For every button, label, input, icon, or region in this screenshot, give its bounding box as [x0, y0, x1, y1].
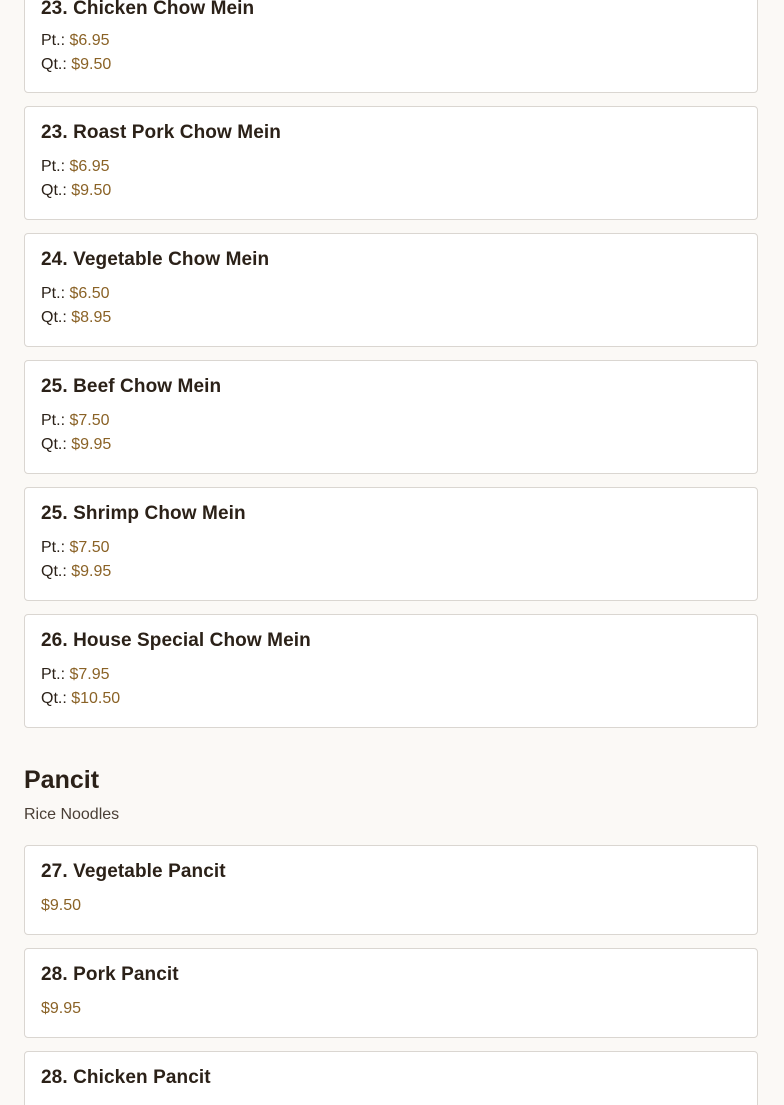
menu-item-name: 23. Chicken Chow Mein — [41, 0, 255, 19]
menu-item-card[interactable] — [24, 106, 758, 220]
quart-price: $9.95 — [71, 563, 112, 580]
menu-item-card[interactable] — [24, 614, 758, 728]
pint-price: $6.95 — [69, 158, 110, 175]
menu-item-name: 25. Shrimp Chow Mein — [41, 503, 246, 524]
pint-label: Pt.: — [41, 32, 66, 49]
menu-item-name: 25. Beef Chow Mein — [41, 376, 222, 397]
pint-price: $6.50 — [69, 285, 110, 302]
section-subtitle: Rice Noodles — [24, 806, 120, 823]
menu-item-card[interactable] — [24, 948, 758, 1038]
pint-price-line — [41, 285, 110, 303]
quart-price-line — [41, 56, 111, 74]
quart-price-line — [41, 309, 111, 327]
menu-item-name: 24. Vegetable Chow Mein — [41, 249, 270, 270]
pint-price-line — [41, 158, 110, 176]
quart-price: $9.50 — [71, 182, 112, 199]
quart-label: Qt.: — [41, 182, 67, 199]
quart-price: $9.95 — [71, 436, 112, 453]
menu-item-name: 28. Chicken Pancit — [41, 1067, 211, 1088]
quart-label: Qt.: — [41, 563, 67, 580]
pint-price-line — [41, 666, 110, 684]
menu-item-name: 27. Vegetable Pancit — [41, 861, 226, 882]
menu-item-name: 28. Pork Pancit — [41, 964, 179, 985]
pint-label: Pt.: — [41, 412, 66, 429]
menu-item-name: 26. House Special Chow Mein — [41, 630, 311, 651]
menu-item-card[interactable] — [24, 845, 758, 935]
menu-item-card[interactable] — [24, 0, 758, 93]
quart-price-line — [41, 563, 111, 581]
quart-label: Qt.: — [41, 56, 67, 73]
menu-item-card[interactable] — [24, 487, 758, 601]
quart-label: Qt.: — [41, 690, 67, 707]
menu-item-card[interactable] — [24, 360, 758, 474]
pint-price: $7.95 — [69, 666, 110, 683]
item-price: $9.50 — [41, 897, 82, 914]
quart-price-line — [41, 690, 120, 708]
pint-label: Pt.: — [41, 539, 66, 556]
menu-item-name: 23. Roast Pork Chow Mein — [41, 122, 281, 143]
quart-label: Qt.: — [41, 436, 67, 453]
quart-price: $8.95 — [71, 309, 112, 326]
quart-price: $9.50 — [71, 56, 112, 73]
pint-price-line — [41, 412, 110, 430]
item-price: $9.95 — [41, 1000, 82, 1017]
quart-price: $10.50 — [71, 690, 121, 707]
quart-price-line — [41, 436, 111, 454]
pint-label: Pt.: — [41, 158, 66, 175]
pint-price-line — [41, 32, 110, 50]
pint-label: Pt.: — [41, 285, 66, 302]
pint-price: $7.50 — [69, 539, 110, 556]
pint-label: Pt.: — [41, 666, 66, 683]
quart-label: Qt.: — [41, 309, 67, 326]
pint-price: $6.95 — [69, 32, 110, 49]
section-title: Pancit — [24, 766, 100, 794]
pint-price: $7.50 — [69, 412, 110, 429]
pint-price-line — [41, 539, 110, 557]
menu-item-card[interactable] — [24, 1051, 758, 1105]
menu-item-card[interactable] — [24, 233, 758, 347]
quart-price-line — [41, 182, 111, 200]
